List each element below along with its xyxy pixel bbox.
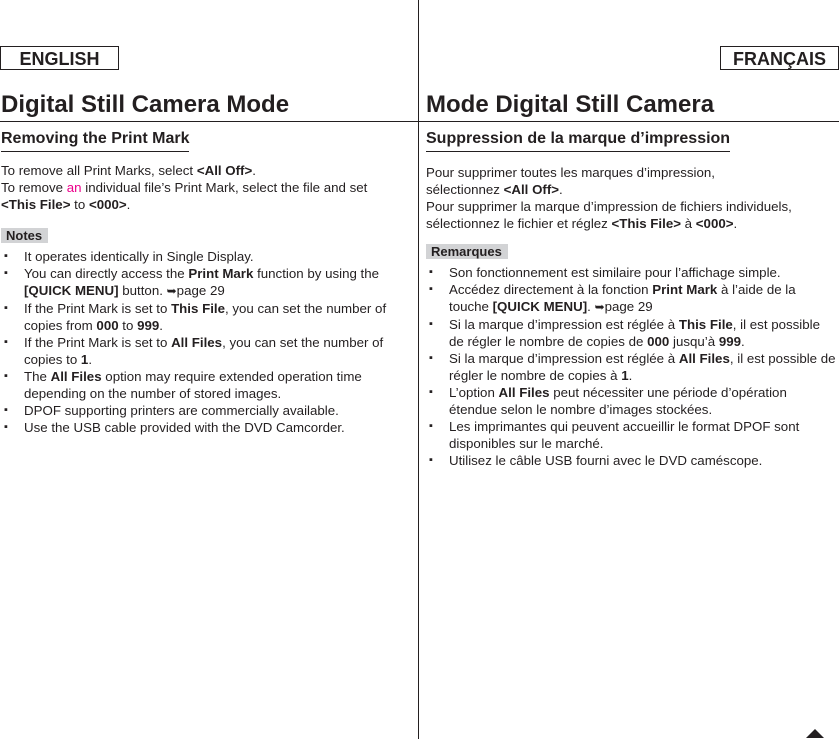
list-item: ▪ Son fonctionnement est similaire pour l’affichage simple. [426,264,836,281]
column-divider [418,0,419,739]
remarques-badge: Remarques [426,244,508,259]
notes-badge: Notes [1,228,48,243]
language-tab-english: ENGLISH [0,46,119,70]
list-item: ▪ L’option All Files peut nécessiter une période d’opération étendue selon le nombre d’images stockées. [426,384,836,418]
intro-paragraph-english: To remove all Print Marks, select <All Off>. To remove an individual file’s Print Mark, select the file and set <This File> to <000>. [1,163,368,212]
section-heading-french: Suppression de la marque d’impression [426,128,730,152]
list-item: ▪ Accédez directement à la fonction Print Mark à l’aide de la touche [QUICK MENU]. ➥page 29 [426,281,836,316]
list-item: ▪ Si la marque d’impression est réglée à This File, il est possible de régler le nombre de copies de 000 jusqu’à 999. [426,316,836,350]
section-heading-english: Removing the Print Mark [1,128,189,152]
up-triangle-icon[interactable] [806,729,824,738]
list-item: ▪ If the Print Mark is set to All Files, you can set the number of copies to 1. [1,334,406,368]
notes-list-english [1,248,406,436]
list-item: ▪ If the Print Mark is set to This File, you can set the number of copies from 000 to 999. [1,300,406,334]
arrow-right-icon: ➥ [166,284,177,298]
highlighted-word: an [66,180,82,195]
french-column [426,128,836,469]
english-column [1,128,406,436]
list-item: ▪ Si la marque d’impression est réglée à All Files, il est possible de régler le nombre de copies à 1. [426,350,836,384]
arrow-right-icon: ➥ [594,300,605,314]
intro-paragraph-french: Pour supprimer toutes les marques d’impression, sélectionnez <All Off>. Pour supprimer la marque d’impression de fichiers individuels, sélectionnez le fichier et réglez <This File> à <000>. [426,165,792,231]
list-item: ▪ DPOF supporting printers are commercially available. [1,402,406,419]
list-item: ▪ Les imprimantes qui peuvent accueillir le format DPOF sont disponibles sur le marché. [426,418,836,452]
page-title-english: Digital Still Camera Mode [1,91,290,118]
list-item: ▪ Use the USB cable provided with the DVD Camcorder. [1,419,406,436]
page-title-french: Mode Digital Still Camera [426,91,715,118]
list-item: ▪ It operates identically in Single Display. [1,248,406,265]
notes-list-french [426,264,836,469]
list-item: ▪ Utilisez le câble USB fourni avec le DVD caméscope. [426,452,836,469]
list-item: ▪ The All Files option may require extended operation time depending on the number of stored images. [1,368,406,402]
list-item: ▪ You can directly access the Print Mark function by using the [QUICK MENU] button. ➥page 29 [1,265,406,300]
language-tab-french: FRANÇAIS [720,46,839,70]
